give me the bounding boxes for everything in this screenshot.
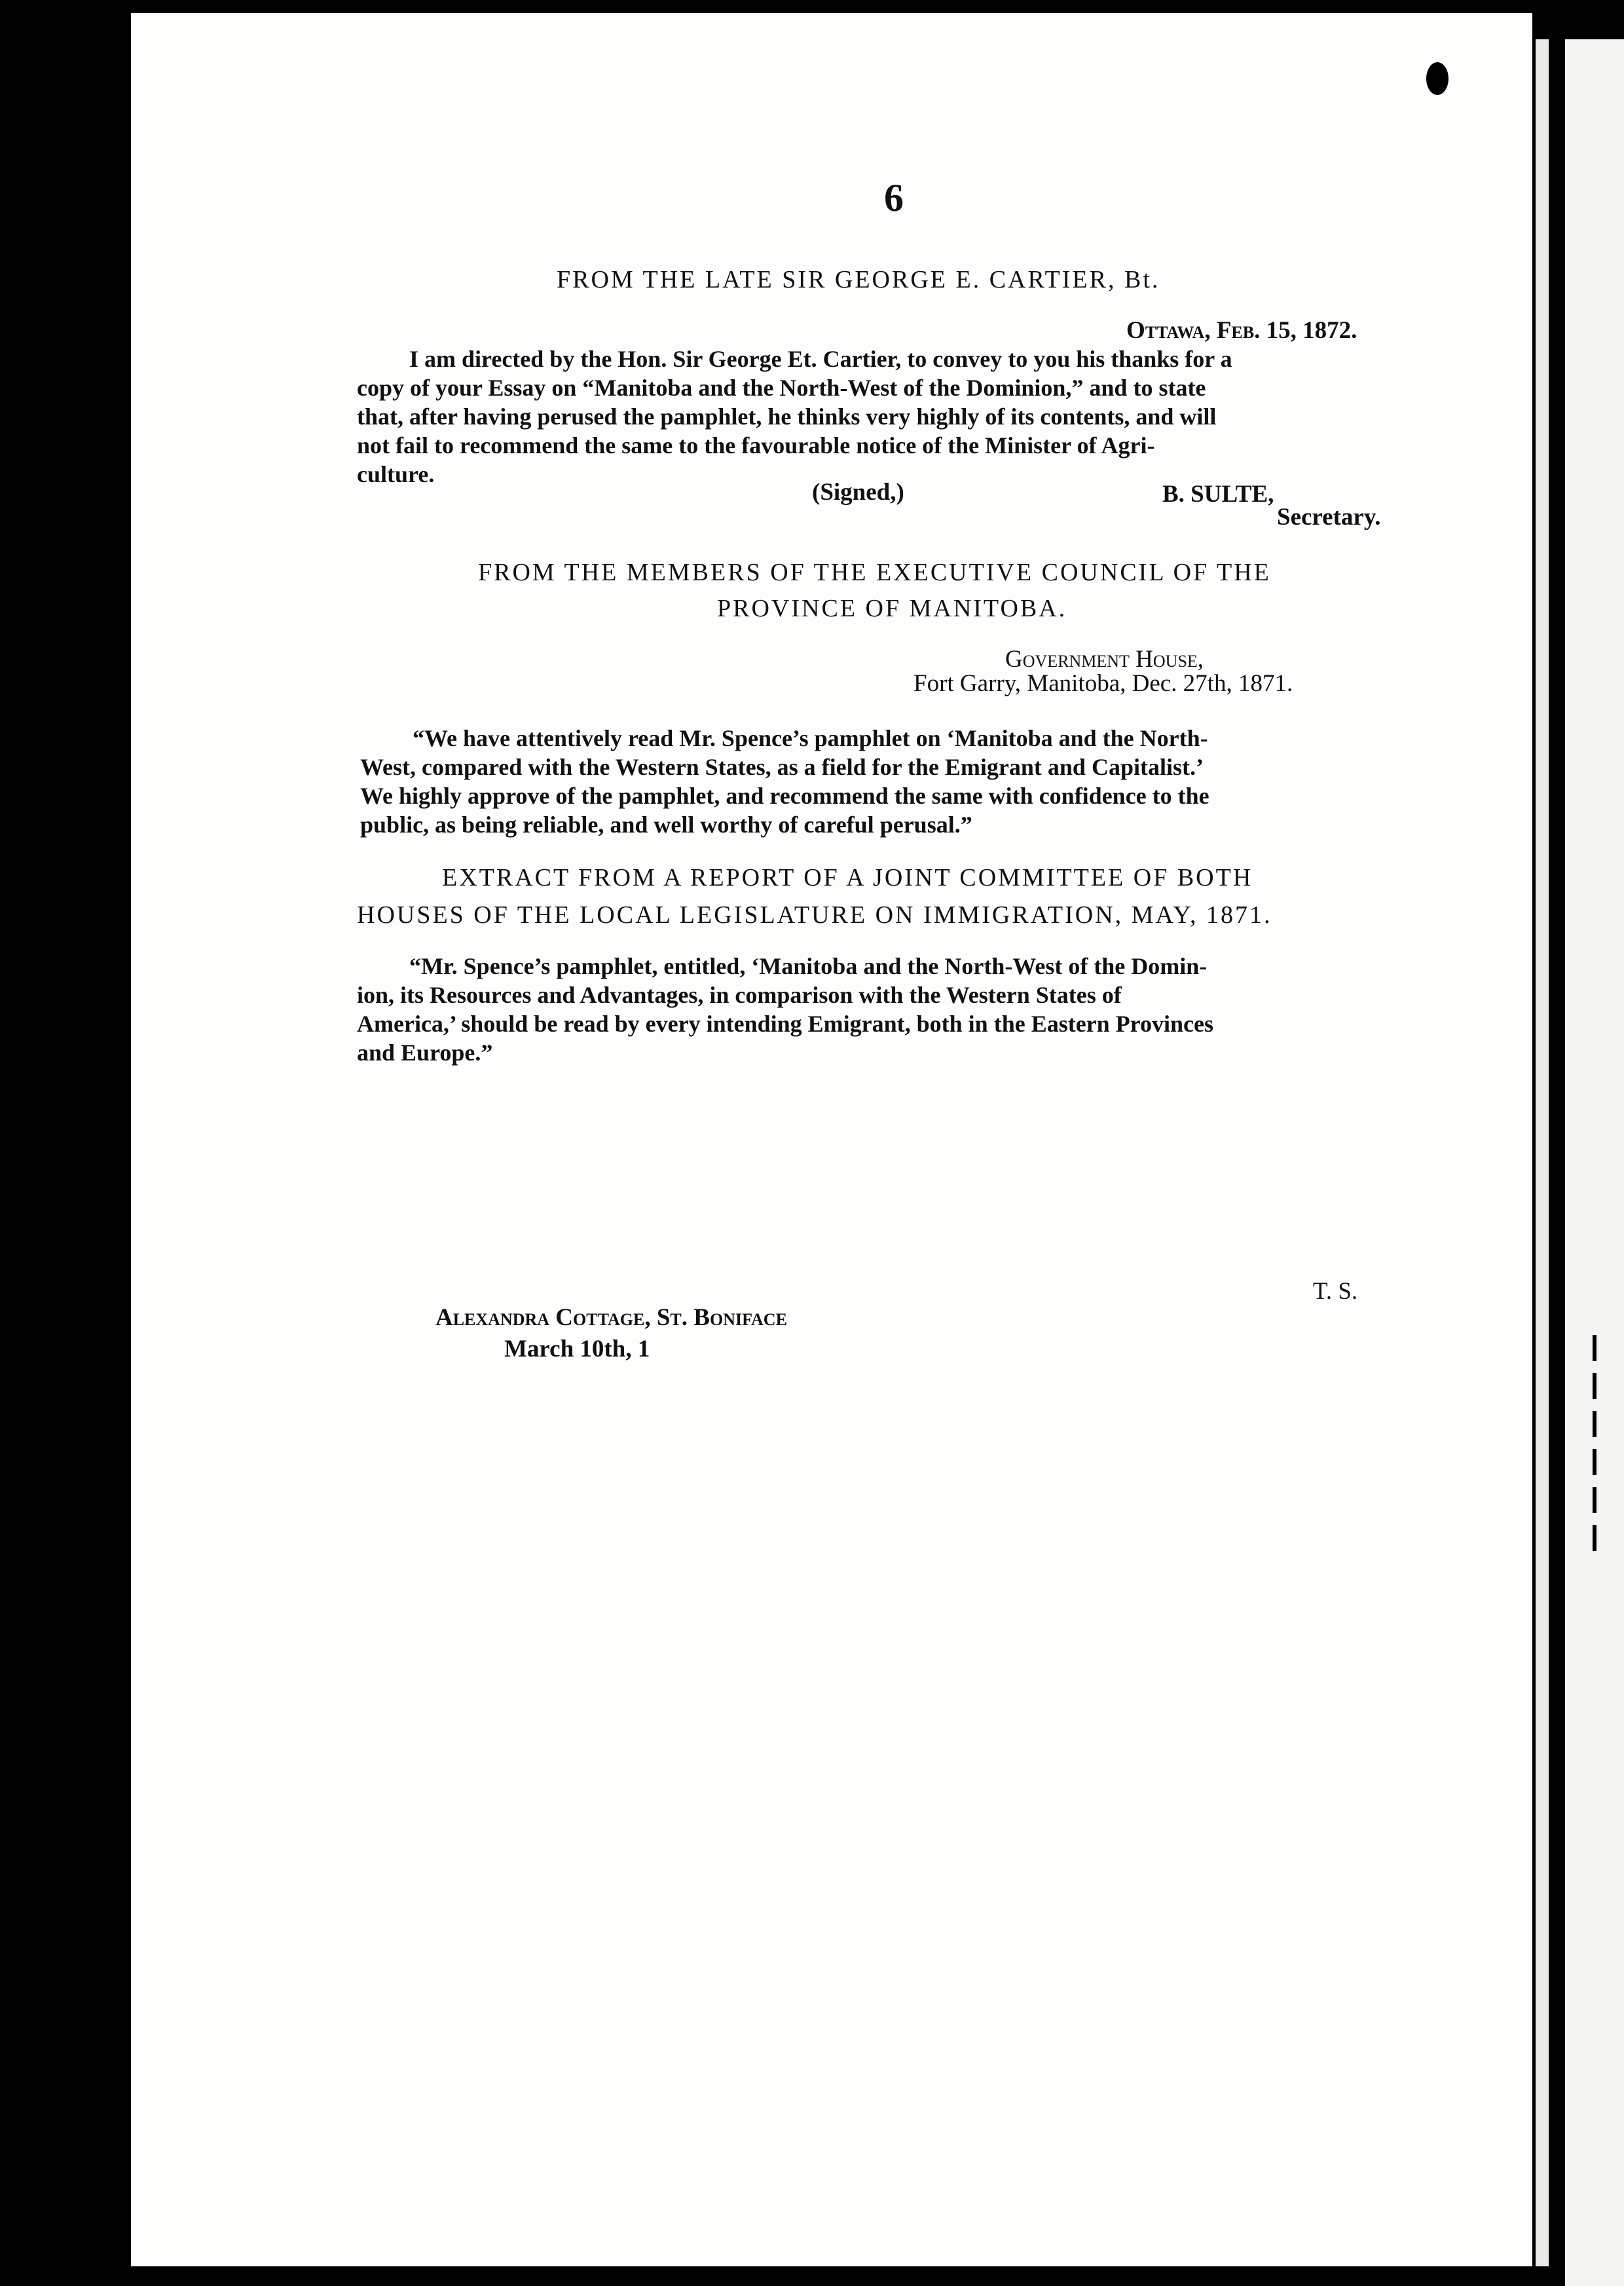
section-heading-province: PROVINCE OF MANITOBA. xyxy=(717,595,1067,622)
edge-marks xyxy=(1585,1323,1604,1611)
body-line: and Europe.” xyxy=(357,1040,493,1066)
body-line: not fail to recommend the same to the favourable notice of the Minister of Agri- xyxy=(357,432,1155,459)
body-line: culture. xyxy=(357,461,435,487)
binding-hole xyxy=(1426,62,1449,95)
closing-date: March 10th, 1 xyxy=(504,1336,650,1362)
section-heading-houses: HOUSES OF THE LOCAL LEGISLATURE ON IMMIGRATION, MAY, 1871. xyxy=(357,901,1272,929)
adjacent-page-edge xyxy=(1565,39,1624,2286)
body-line: West, compared with the Western States, as a field for the Emigrant and Capitalist.’ xyxy=(360,754,1204,780)
signatory-name: B. SULTE, xyxy=(1162,481,1274,508)
body-line: ion, its Resources and Advantages, in comparison with the Western States of xyxy=(357,982,1122,1008)
page-number: 6 xyxy=(884,176,904,219)
closing-place: Alexandra Cottage, St. Boniface xyxy=(435,1304,787,1331)
signed-label: (Signed,) xyxy=(812,479,904,506)
committee-extract xyxy=(357,952,1434,1067)
section-heading-extract: EXTRACT FROM A REPORT OF A JOINT COMMITTEE OF BOTH xyxy=(442,864,1253,891)
council-quote xyxy=(360,724,1434,839)
letter-cartier-body xyxy=(357,345,1437,489)
body-line: America,’ should be read by every intending Emigrant, both in the Eastern Provinces xyxy=(357,1011,1213,1037)
body-line: I am directed by the Hon. Sir George Et. Cartier, to convey to you his thanks for a xyxy=(409,346,1232,372)
body-line: “Mr. Spence’s pamphlet, entitled, ‘Manitoba and the North-West of the Domin- xyxy=(409,953,1208,979)
place-fort-garry: Fort Garry, Manitoba, Dec. 27th, 1871. xyxy=(913,670,1293,697)
page-gutter-shadow xyxy=(1536,39,1549,2266)
body-line: We highly approve of the pamphlet, and recommend the same with confidence to the xyxy=(360,783,1209,809)
place-government-house: Government House, xyxy=(1005,646,1204,673)
section-heading-executive-council: FROM THE MEMBERS OF THE EXECUTIVE COUNCIL OF THE xyxy=(478,559,1271,586)
body-line: that, after having perused the pamphlet, he thinks very highly of its contents, and will xyxy=(357,403,1217,430)
closing-initials: T. S. xyxy=(1313,1278,1358,1305)
section-heading-cartier: FROM THE LATE SIR GEORGE E. CARTIER, Bt. xyxy=(557,266,1160,293)
signatory-title: Secretary. xyxy=(1277,504,1381,531)
body-line: “We have attentively read Mr. Spence’s pamphlet on ‘Manitoba and the North- xyxy=(413,725,1208,751)
body-line: public, as being reliable, and well worthy of careful perusal.” xyxy=(360,812,972,838)
body-line: copy of your Essay on “Manitoba and the North-West of the Dominion,” and to state xyxy=(357,375,1206,401)
dateline-ottawa: Ottawa, Feb. 15, 1872. xyxy=(1126,317,1357,344)
